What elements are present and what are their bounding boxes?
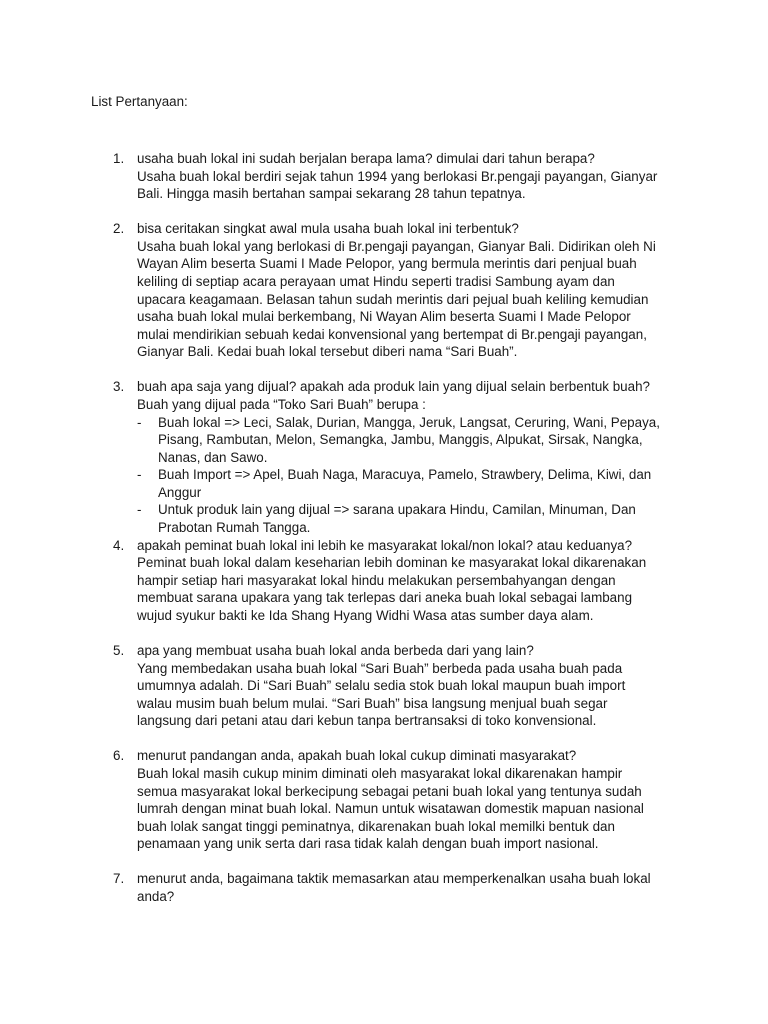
answer-line: buah lolak sangat tinggi peminatnya, dikarenakan buah lokal memilki bentuk dan (137, 818, 615, 834)
question-text: bisa ceritakan singkat awal mula usaha buah lokal ini terbentuk? (137, 221, 519, 237)
answer-line: wujud syukur bakti ke Ida Shang Hyang Widhi Wasa atas sumber daya alam. (137, 608, 594, 624)
bullet-item-import-fruit (137, 466, 698, 501)
answer-line: membuat sarana upakara yang tak terlepas dari aneka buah lokal sebagai lambang (137, 590, 633, 606)
bullet-item-local-fruit (137, 414, 698, 467)
answer-line: langsung dari petani atau dari kebun tanpa bertransaksi di toko konvensional. (137, 713, 597, 729)
question-number: 4. (113, 537, 125, 553)
answer-line: Wayan Alim beserta Suami I Made Pelopor, yang bermula merintis dari penjual buah (137, 256, 637, 272)
answer-line: Buah yang dijual pada “Toko Sari Buah” berupa : (137, 396, 426, 412)
question-item-1 (0, 150, 768, 203)
question-text: anda? (137, 888, 175, 904)
answer-line: Gianyar Bali. Kedai buah lokal tersebut diberi nama “Sari Buah”. (137, 344, 518, 360)
answer-line: Buah lokal masih cukup minim diminati oleh masyarakat lokal dikarenakan hampir (137, 765, 623, 781)
question-number: 2. (113, 221, 125, 237)
answer-line: hampir setiap hari masyarakat lokal hindu melakukan persembahyangan dengan (137, 572, 616, 588)
bullet-line: Untuk produk lain yang dijual => sarana upakara Hindu, Camilan, Minuman, Dan (158, 502, 636, 518)
answer-line: keliling di septiap acara perayaan umat Hindu seperti tradisi Sambung ayam dan (137, 273, 615, 289)
answer-line: lumrah dengan minat buah lokal. Namun untuk wisatawan domestik mapuan nasional (137, 801, 644, 817)
answer-line: umumnya adalah. Di “Sari Buah” selalu sedia stok buah lokal maupun buah import (137, 678, 626, 694)
bullet-dash: - (137, 467, 142, 483)
answer-line: mulai mendirikian sebuah kedai konvensional yang bertempat di Br.pengaji payangan, (137, 326, 647, 342)
answer-line: walau musim buah belum mulai. “Sari Buah” bisa langsung menjual buah segar (137, 695, 608, 711)
question-text: menurut anda, bagaimana taktik memasarkan atau memperkenalkan usaha buah lokal (137, 871, 651, 887)
question-number: 5. (113, 643, 125, 659)
answer-line: penamaan yang unik serta dari rasa tidak kalah dengan buah import nasional. (137, 836, 599, 852)
question-text: apakah peminat buah lokal ini lebih ke masyarakat lokal/non lokal? atau keduanya? (137, 537, 633, 553)
question-text: buah apa saja yang dijual? apakah ada produk lain yang dijual selain berbentuk buah? (137, 379, 650, 395)
bullet-dash: - (137, 502, 142, 518)
question-number: 6. (113, 748, 125, 764)
question-list (0, 150, 768, 906)
question-item-3 (0, 378, 768, 536)
question-item-2 (0, 220, 768, 361)
bullet-line: Buah Import => Apel, Buah Naga, Maracuya, Pamelo, Strawbery, Delima, Kiwi, dan (158, 467, 652, 483)
bullet-line: Nanas, dan Sawo. (158, 449, 268, 465)
answer-line: Peminat buah lokal dalam keseharian lebih dominan ke masyarakat lokal dikarenakan (137, 555, 647, 571)
question-text: apa yang membuat usaha buah lokal anda berbeda dari yang lain? (137, 643, 534, 659)
question-text: usaha buah lokal ini sudah berjalan berapa lama? dimulai dari tahun berapa? (137, 151, 595, 166)
bullet-line: Prabotan Rumah Tangga. (158, 520, 311, 536)
answer-line: Bali. Hingga masih bertahan sampai sekarang 28 tahun tepatnya. (137, 186, 526, 202)
bullet-line: Anggur (158, 484, 202, 500)
answer-line: upacara keagamaan. Belasan tahun sudah merintis dari pejual buah keliling kemudian (137, 291, 649, 307)
bullet-dash: - (137, 414, 142, 430)
question-number: 1. (113, 151, 125, 166)
answer-line: Usaha buah lokal berdiri sejak tahun 1994 yang berlokasi Br.pengaji payangan, Gianyar (137, 168, 658, 184)
question-item-5 (0, 642, 768, 730)
bullet-item-other-products (137, 501, 698, 536)
bullet-list (137, 414, 698, 537)
question-item-4 (0, 537, 768, 625)
bullet-line: Buah lokal => Leci, Salak, Durian, Mangga, Jeruk, Langsat, Ceruring, Wani, Pepaya, (158, 414, 660, 430)
question-item-6 (0, 747, 768, 853)
answer-line: Yang membedakan usaha buah lokal “Sari Buah” berbeda pada usaha buah pada (137, 660, 623, 676)
answer-line: semua masyarakat lokal berkecipung sebagai petani buah lokal yang tentunya sudah (137, 783, 642, 799)
bullet-line: Pisang, Rambutan, Melon, Semangka, Jambu, Manggis, Alpukat, Sirsak, Nangka, (158, 432, 643, 448)
question-number: 7. (113, 871, 125, 887)
answer-line: Usaha buah lokal yang berlokasi di Br.pengaji payangan, Gianyar Bali. Didirikan oleh Ni (137, 238, 656, 254)
question-text: menurut pandangan anda, apakah buah lokal cukup diminati masyarakat? (137, 748, 577, 764)
answer-line: usaha buah lokal mulai berkembang, Ni Wayan Alim beserta Suami I Made Pelopor (137, 309, 631, 325)
question-number: 3. (113, 379, 125, 395)
question-item-7 (0, 870, 768, 905)
document-title: List Pertanyaan: (91, 94, 188, 109)
